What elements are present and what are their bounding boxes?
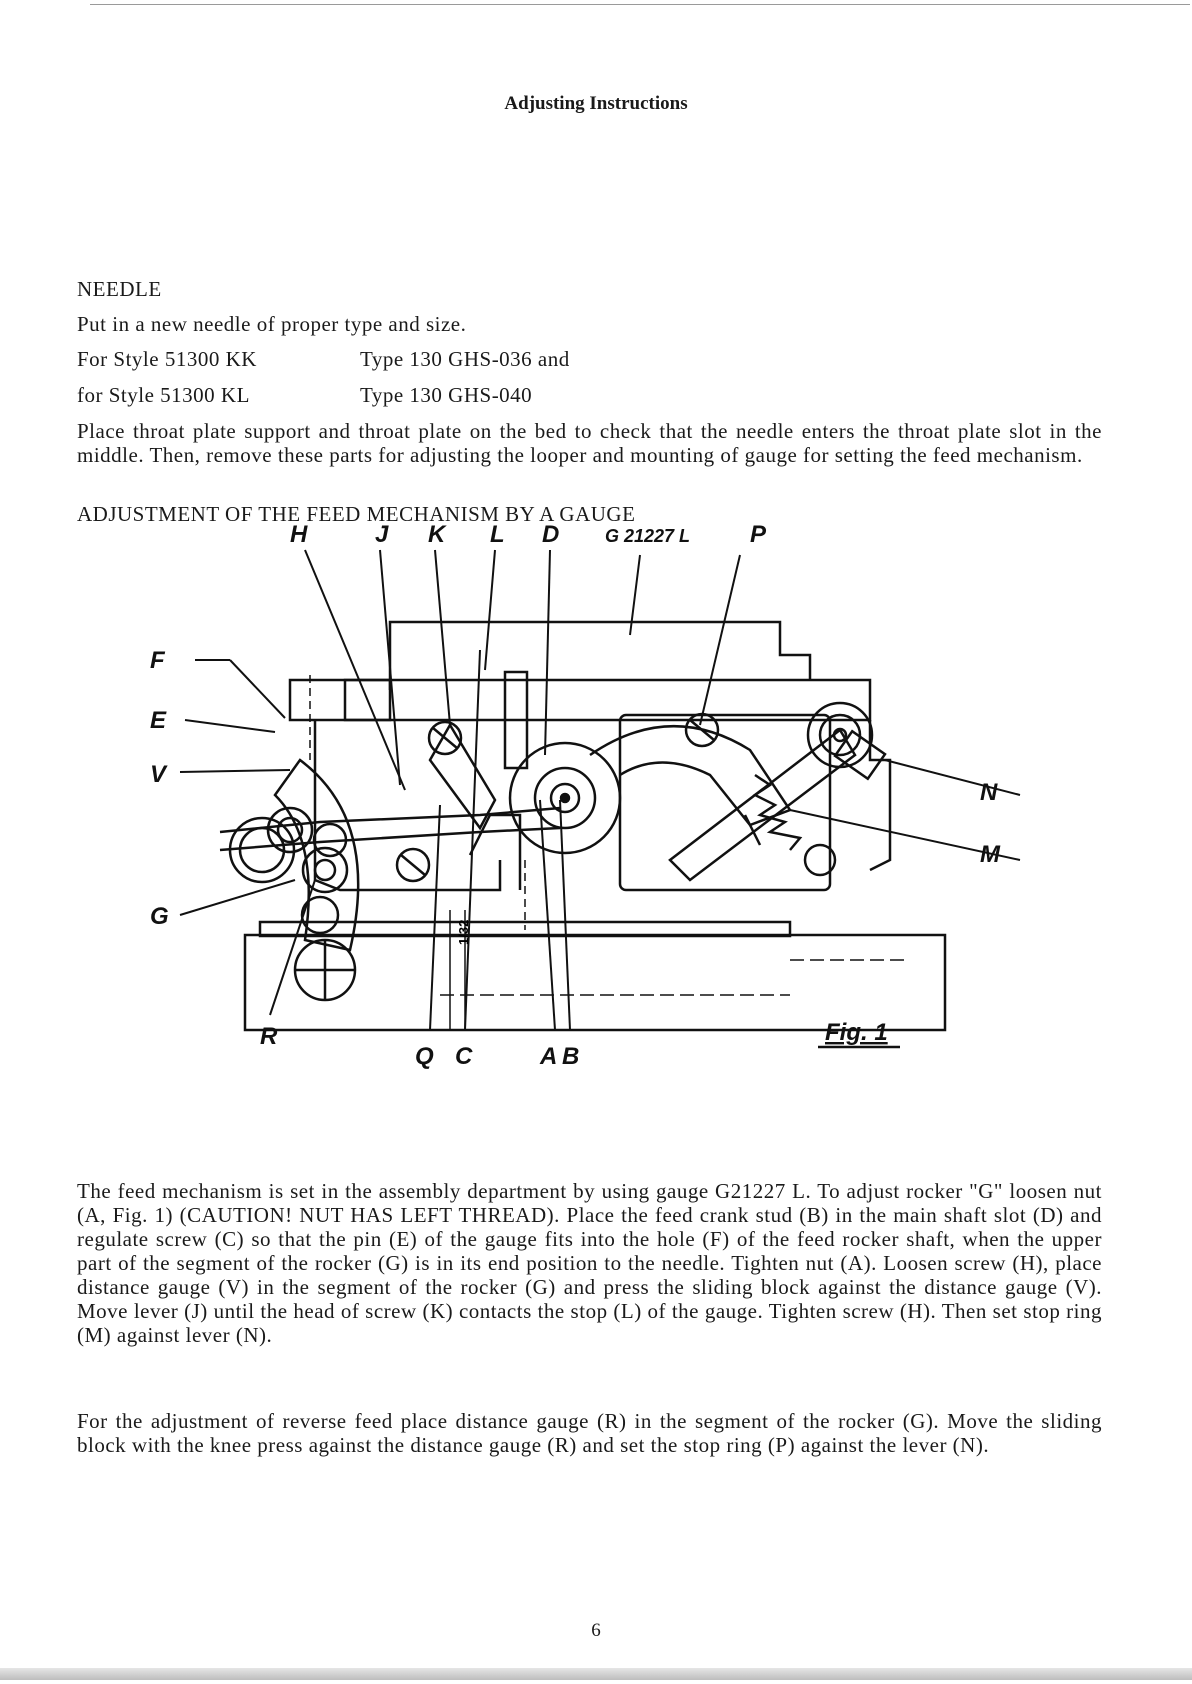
style-row-2-style: for Style 51300 KL xyxy=(77,383,250,407)
top-rule xyxy=(90,4,1190,5)
feed-section-title: ADJUSTMENT OF THE FEED MECHANISM BY A GAUGE xyxy=(77,502,636,526)
feed-paragraph-2: For the adjustment of reverse feed place distance gauge (R) in the segment of the rocker (G). Move the sliding block with the knee press against the distance gauge (R) and set the stop ring (P) against the lever (N). xyxy=(77,1409,1102,1457)
page-heading: Adjusting Instructions xyxy=(504,93,688,114)
label-b: B xyxy=(562,1043,580,1070)
figure-drawing xyxy=(220,622,945,1030)
label-d: D xyxy=(542,521,560,548)
style-row-1-type: Type 130 GHS-036 and xyxy=(360,347,570,371)
label-g: G xyxy=(150,903,169,930)
label-c: C xyxy=(455,1043,473,1070)
needle-section-title: NEEDLE xyxy=(77,277,162,301)
needle-intro: Put in a new needle of proper type and size. xyxy=(77,312,467,336)
label-a: A xyxy=(540,1043,558,1070)
label-j: J xyxy=(375,521,389,548)
label-k: K xyxy=(428,521,446,548)
label-n: N xyxy=(980,779,998,806)
feed-mechanism-figure xyxy=(150,521,1020,1120)
figure-caption: Fig. 1 xyxy=(825,1019,888,1046)
label-f: F xyxy=(150,647,165,674)
feed-paragraph-1: The feed mechanism is set in the assembly department by using gauge G21227 L. To adjust rocker "G" loosen nut (A, Fig. 1) (CAUTION! NUT HAS LEFT THREAD). Place the feed crank stud (B) in the main shaft slot (D) and regulate screw (C) so that the pin (E) of the gauge fits into the hole (F) of the feed rocker shaft, when the upper part of the segment of the rocker (G) is in its end position to the needle. Tighten nut (A). Loosen screw (H), place distance gauge (V) in the segment of the rocker (G) and press the sliding block against the distance gauge (V). Move lever (J) until the head of screw (K) contacts the stop (L) of the gauge. Tighten screw (H). Then set stop ring (M) against lever (N). xyxy=(77,1179,1102,1347)
dimension-label: 1/32 xyxy=(456,919,471,945)
label-m: M xyxy=(980,841,1000,868)
style-row-2-type: Type 130 GHS-040 xyxy=(360,383,533,407)
label-h: H xyxy=(290,521,308,548)
label-l: L xyxy=(490,521,505,548)
label-q: Q xyxy=(415,1043,434,1070)
label-r: R xyxy=(260,1023,278,1050)
style-row-1-style: For Style 51300 KK xyxy=(77,347,257,371)
label-p: P xyxy=(750,521,767,548)
label-v: V xyxy=(150,761,167,788)
label-e: E xyxy=(150,707,167,734)
label-gauge-number: G 21227 L xyxy=(605,526,691,546)
bottom-rule xyxy=(0,1668,1192,1680)
needle-paragraph: Place throat plate support and throat plate on the bed to check that the needle enters the throat plate slot in the middle. Then, remove these parts for adjusting the looper and mounting of gauge for setting the feed mechanism. xyxy=(77,419,1102,467)
page-number: 6 xyxy=(591,1620,601,1641)
